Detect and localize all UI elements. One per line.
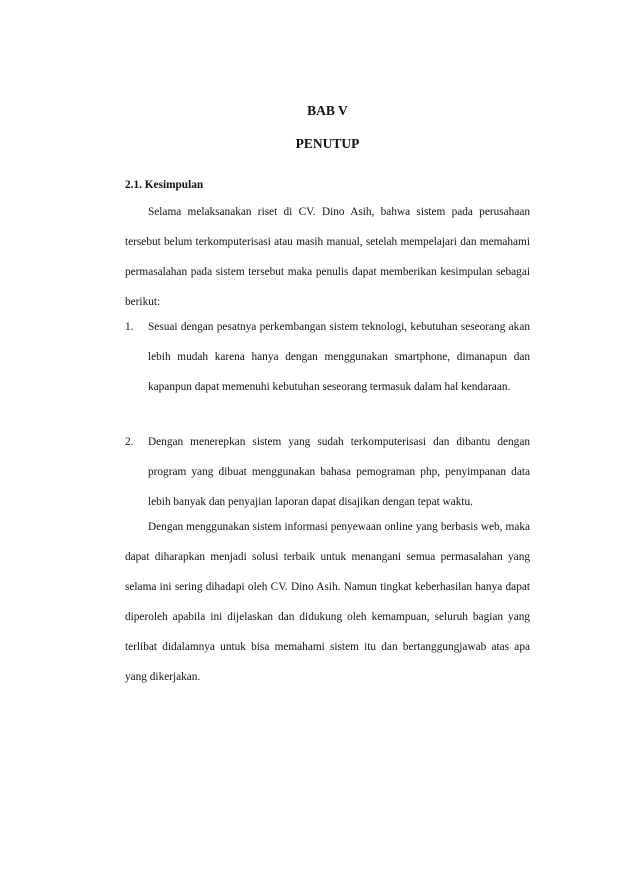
chapter-title: PENUTUP [295,136,360,151]
list-item [125,312,530,402]
closing-paragraph: Dengan menggunakan sistem informasi penyewaan online yang berbasis web, maka dapat diharapkan menjadi solusi terbaik untuk menangani semua permasalahan yang selama ini sering dihadapi oleh CV. Dino Asih. Namun tingkat keberhasilan hanya dapat diperoleh apabila ini dijelaskan dan didukung oleh kemampuan, seluruh bagian yang terlibat didalamnya untuk bisa memahami sistem itu dan bertanggungjawab atas apa yang dikerjakan. [125,521,530,683]
list-item-text: Dengan menerepkan sistem yang sudah terkomputerisasi dan dibantu dengan program yang dibuat menggunakan bahasa pemograman php, penyimpanan data lebih banyak dan penyajian laporan dapat disajikan dengan tepat waktu. [148,436,530,508]
list-marker: 1. [125,321,134,333]
intro-paragraph: Selama melaksanakan riset di CV. Dino Asih, bahwa sistem pada perusahaan tersebut belum terkomputerisasi atau masih manual, setelah mempelajari dan memahami permasalahan pada sistem tersebut maka penulis dapat memberikan kesimpulan sebagai berikut: [125,206,530,308]
list-item [125,427,530,517]
list-marker: 2. [125,436,134,448]
chapter-number: BAB V [307,103,348,118]
list-item-text: Sesuai dengan pesatnya perkembangan sistem teknologi, kebutuhan seseorang akan lebih mudah karena hanya dengan menggunakan smartphone, dimanapun dan kapanpun dapat memenuhi kebutuhan seseorang termasuk dalam hal kendaraan. [148,321,530,393]
section-heading: 2.1. Kesimpulan [125,179,204,191]
